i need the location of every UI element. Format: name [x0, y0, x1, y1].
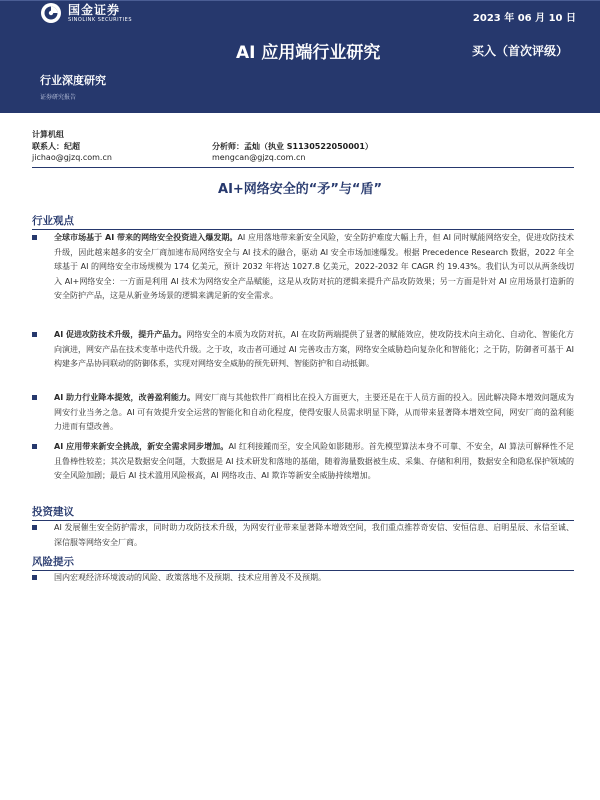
company-logo [40, 2, 132, 24]
view-item [32, 440, 574, 484]
analyst-name: 分析师：孟灿（执业 S1130522050001） [212, 141, 373, 151]
view-text: 网安厂商与其他软件厂商相比在投入方面更大，主要还是在于人员方面的投入。因此解决降本增效问题成为网安行业当务之急。AI 可有效提升安全运营的智能化和自动化程度，使得安服人员需求明显下降，从而带来显著降本增效空间，网安厂商的盈利能力进而有望改善。 [54, 393, 574, 432]
section-title-risks: 风险提示 [32, 556, 74, 568]
investment-item [32, 521, 574, 550]
team-name: 计算机组 [32, 130, 64, 139]
logo-name-cn: 国金证券 [68, 2, 121, 17]
header-stripe [0, 0, 600, 1]
article-title: AI+网络安全的“矛”与“盾” [218, 182, 382, 197]
author-block [32, 129, 572, 164]
bullet-icon [32, 332, 37, 337]
view-text: AI 应用落地带来新安全风险，安全防护难度大幅上升，但 AI 同时赋能网络安全，促进攻防技术升级，因此越来越多的安全厂商加速布局网络安全与 AI 技术的融合，驱动 AI 安全市场加速爆发。根据 Precedence Research 数据，2022 年全球基于 AI 的网络安全市场规模为 174 亿美元，预计 2032 年将达 1027.8 亿美元，2022-2032 年 CAGR 约 19.43%。我们认为可以从两条线切入 AI+网络安全：一方面是利用 AI 技术为网络安全产品赋能，这是从攻防对抗的逻辑来提升产品攻防效果；另一方面是针对 AI 应用场景打造新的安全防护产品，这是从新业务场景的逻辑来满足新的安全需求。 [54, 233, 574, 301]
report-series: 行业深度研究 [40, 74, 106, 87]
contact-name: 联系人：纪超 [32, 141, 80, 151]
contact-email[interactable]: jichao@gjzq.com.cn [32, 153, 112, 162]
analyst-email[interactable]: mengcan@gjzq.com.cn [212, 153, 306, 162]
logo-name-en: SINOLINK SECURITIES [68, 16, 132, 23]
bullet-icon [32, 235, 37, 240]
bullet-icon [32, 575, 37, 580]
divider-line [32, 167, 574, 168]
bullet-icon [32, 395, 37, 400]
author-emails-row [32, 152, 572, 164]
view-lead: AI 应用带来新安全挑战，新安全需求同步增加。 [54, 442, 229, 451]
view-lead: AI 助力行业降本提效，改善盈利能力。 [54, 393, 196, 402]
bullet-icon [32, 444, 37, 449]
logo-emblem-icon [40, 2, 62, 24]
view-lead: 全球市场基于 AI 带来的网络安全投资进入爆发期。 [54, 233, 238, 242]
view-item [32, 391, 574, 435]
report-type: 证券研究报告 [40, 94, 77, 101]
view-item [32, 328, 574, 372]
section-title-views: 行业观点 [32, 215, 74, 227]
section-title-investment: 投资建议 [32, 506, 74, 518]
rating-badge: 买入（首次评级） [472, 44, 569, 58]
report-header [0, 0, 600, 113]
view-text: 网络安全的本质为攻防对抗，AI 在攻防两端提供了显著的赋能效应，使攻防技术向主动化、自动化、智能化方向演进，网安产品在技术变革中迭代升级。之于攻，攻击者可通过 AI 完善攻击方案，网络安全威胁趋向复杂化和智能化；之于防，防御者可基于 AI 构建多产品协同联动的防御体系，实现对网络安全威胁的预先研判、智能防护和自动抵御。 [54, 330, 575, 369]
section-divider [32, 229, 574, 230]
view-text: AI 红利接踵而至，安全风险如影随形。首先模型算法本身不可靠、不安全，AI 算法可解释性不足且鲁棒性较差；其次是数据安全问题，大数据是 AI 技术研发和落地的基础，随着海量数据被生成、采集、存储和利用，数据安全和隐私保护领域的安全风险加剧；最后 AI 技术滥用风险极高，AI 网络攻击、AI 欺诈等新安全威胁持续增加。 [54, 442, 575, 481]
risk-item [32, 571, 574, 586]
risk-text: 国内宏观经济环境波动的风险、政策落地不及预期、技术应用普及不及预期。 [54, 573, 326, 582]
bullet-icon [32, 525, 37, 530]
report-date: 2023 年 06 月 10 日 [472, 13, 576, 24]
investment-text: AI 发展催生安全防护需求，同时助力攻防技术升级，为网安行业带来显著降本增效空间，我们重点推荐奇安信、安恒信息、启明星辰、永信至诚、深信服等网络安全厂商。 [54, 523, 574, 547]
view-lead: AI 促进攻防技术升级，提升产品力。 [54, 330, 187, 339]
report-title: AI 应用端行业研究 [236, 43, 381, 63]
author-names-row [32, 141, 572, 153]
view-item [32, 231, 574, 304]
